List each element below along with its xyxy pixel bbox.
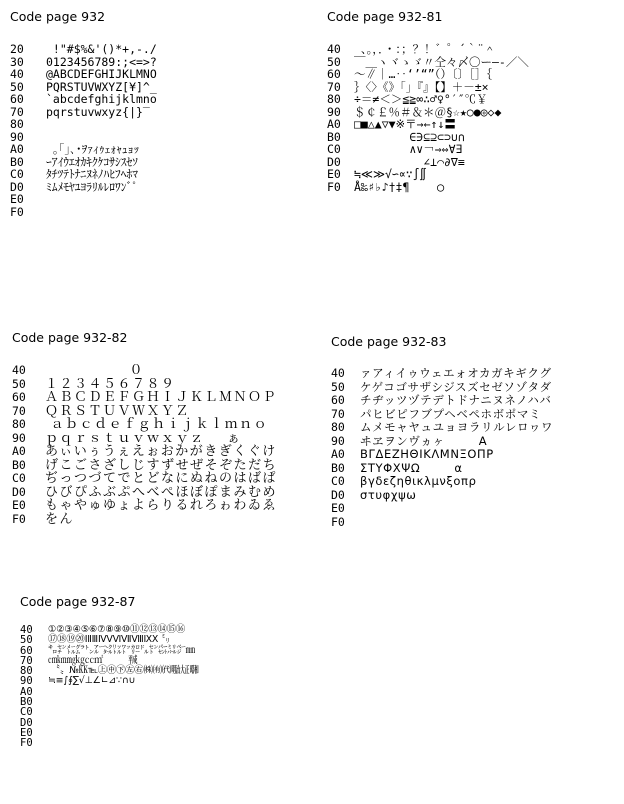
row-label: F0 <box>10 204 24 219</box>
section-title-932-83: Code page 932-83 <box>331 334 447 349</box>
row-chars: ＱＲＳＴＵＶＷＸＹＺ <box>45 403 191 419</box>
row-chars: 、。，．・：；？！゛゜´｀¨＾ <box>354 42 496 56</box>
row-label: A0 <box>331 447 345 461</box>
row-chars: `abcdefghijklmno <box>46 92 157 106</box>
row-label: D0 <box>331 487 345 502</box>
row-label: D0 <box>10 179 24 194</box>
row-chars: ﾀﾁﾂﾃﾄﾅﾆﾇﾈﾉﾊﾋﾌﾍﾎﾏ <box>46 167 138 181</box>
row-chars: ⑰⑱⑲⑳ⅠⅡⅢⅣⅤⅥⅦⅧⅨⅩ ㍉ <box>48 634 171 646</box>
row-label: 60 <box>327 67 341 81</box>
row-chars: !"#$%&'()*+,-./ <box>46 42 157 56</box>
row-chars: げこごさざしじすずせぜそぞただち <box>45 457 278 473</box>
row-chars: ∠⊥⌒∂∇≡ <box>354 154 465 169</box>
row-chars: ≒≪≫√∽∝∵∫∬ <box>354 167 427 181</box>
row-label: D0 <box>327 154 341 169</box>
row-label: 50 <box>12 376 26 391</box>
row-chars: ΣΤΥΦΧΨΩ α <box>360 460 463 475</box>
row-label: 50 <box>10 79 24 94</box>
row-chars: βγδεζηθικλμνξοπρ <box>360 474 477 488</box>
row-label: 70 <box>20 654 33 667</box>
row-label: 80 <box>12 417 26 431</box>
row-chars: □■△▲▽▼※〒→←↑↓〓 <box>354 117 456 131</box>
row-chars: ｝〈〉《》「」『』【】＋－±× <box>354 79 489 94</box>
row-chars: をん <box>45 511 75 527</box>
section-title-932-81: Code page 932-81 <box>327 9 443 24</box>
row-label: F0 <box>327 179 341 194</box>
row-label: B0 <box>20 696 33 709</box>
row-chars: １２３４５６７８９ <box>45 376 176 392</box>
row-label: D0 <box>12 484 26 499</box>
row-chars: ＄￠￡％＃＆＊＠§☆★○●◎◇◆ <box>354 104 502 119</box>
row-label: 60 <box>331 393 345 407</box>
row-label: 80 <box>327 92 341 106</box>
row-label: 90 <box>331 433 345 448</box>
row-label: 40 <box>12 363 26 377</box>
row-label: C0 <box>331 474 345 488</box>
section-title-932-82: Code page 932-82 <box>12 330 128 345</box>
row-label: E0 <box>10 192 24 206</box>
row-chars: pqrstuvwxyz{|}‾ <box>46 104 150 119</box>
row-label: 90 <box>327 104 341 119</box>
row-chars: ムメモャヤュユョヨラリルレロヮワ <box>360 420 554 434</box>
row-label: 50 <box>20 634 33 647</box>
row-label: 40 <box>331 366 345 380</box>
row-chars: ﾐﾑﾒﾓﾔﾕﾖﾗﾘﾙﾚﾛﾜﾝﾞﾟ <box>46 179 138 194</box>
row-chars: ｰｱｲｳｴｵｶｷｸｹｺｻｼｽｾｿ <box>46 154 138 169</box>
row-label: D0 <box>20 716 33 729</box>
row-label: E0 <box>12 498 26 512</box>
row-chars: ＡＢＣＤＥＦＧＨＩＪＫＬＭＮＯＰ <box>45 390 278 405</box>
row-chars: ぢっつづてでとどなにぬねのはばぱ <box>45 471 278 486</box>
row-label: 50 <box>331 379 345 394</box>
row-chars: 0123456789:;<=>? <box>46 54 157 69</box>
row-chars: PQRSTUVWXYZ[¥]^_ <box>46 79 157 94</box>
row-chars: ヰヱヲンヴヵヶ Α <box>360 433 488 448</box>
row-label: B0 <box>327 129 341 144</box>
row-label: 60 <box>12 390 26 404</box>
row-label: 40 <box>20 624 33 636</box>
row-chars: あぃいぅうぇえぉおかがきぎくぐけ <box>45 444 277 459</box>
row-label: 70 <box>12 403 26 418</box>
row-label: 90 <box>20 675 33 688</box>
row-chars: ケゲコゴサザシジスズセゼソゾタダ <box>360 379 552 394</box>
row-chars: もゃやゅゆょよらりるれろゎわゐゑ <box>45 498 277 513</box>
row-label: B0 <box>12 457 26 472</box>
row-label: 30 <box>10 54 24 69</box>
row-chars: Å‰♯♭♪†‡¶ ◯ <box>354 179 445 194</box>
row-label: B0 <box>331 460 345 475</box>
row-label: 80 <box>331 420 345 434</box>
row-label: 50 <box>327 54 341 69</box>
row-label: 70 <box>10 104 24 119</box>
row-chars: ￣＿ヽヾゝゞ〃仝々〆〇ー―‐／＼ <box>354 54 529 69</box>
row-label: 70 <box>331 406 345 421</box>
row-label: E0 <box>331 501 345 515</box>
row-chars: ァアィイゥウェエォオカガキギクグ <box>360 366 552 380</box>
row-chars: ∈∋⊆⊇⊂⊃∪∩ <box>354 129 465 144</box>
row-label: B0 <box>10 154 24 169</box>
row-chars: @ABCDEFGHIJKLMNO <box>46 67 157 81</box>
row-chars: ≒≡∫∮∑√⊥∠∟⊿∵∩∪ <box>48 675 136 687</box>
row-chars: ㌔㌢㍍㌘㌧㌃㌶㍑㍗㌍㌦㌣㌫㍊㌻㎜ <box>48 644 195 656</box>
row-chars: ａｂｃｄｅｆｇｈｉｊｋｌｍｎｏ <box>45 417 269 432</box>
row-label: 20 <box>10 42 24 56</box>
row-chars: ÷＝≠＜＞≦≧∞∴♂♀°′″℃￥ <box>354 92 488 106</box>
row-label: 70 <box>327 79 341 94</box>
row-label: A0 <box>12 444 26 458</box>
row-label: A0 <box>327 117 341 131</box>
row-label: 60 <box>10 92 24 106</box>
row-label: F0 <box>20 737 33 750</box>
row-chars: 〝〟№㏍℡㊤㊥㊦㊧㊨㈱㈲㈹㍾㍽㍼ <box>48 665 199 677</box>
row-label: C0 <box>12 471 26 485</box>
row-label: 80 <box>20 665 33 678</box>
section-title-932-87: Code page 932-87 <box>20 594 136 609</box>
row-label: 40 <box>10 67 24 81</box>
row-label: 60 <box>20 644 33 657</box>
row-chars: ∧∨￢⇒⇔∀∃ <box>354 142 463 156</box>
row-label: 40 <box>327 42 341 56</box>
row-label: 90 <box>10 129 24 144</box>
row-chars: チヂッツヅテデトドナニヌネノハバ <box>360 393 552 407</box>
row-label: F0 <box>331 514 345 529</box>
row-chars: パヒビピフブプヘベペホボポマミ <box>360 406 542 421</box>
row-chars: ①②③④⑤⑥⑦⑧⑨⑩⑪⑫⑬⑭⑮⑯ <box>48 624 186 635</box>
row-label: F0 <box>12 511 26 526</box>
row-chars: ｐｑｒｓｔｕｖｗｘｙｚ ぁ <box>45 430 242 446</box>
row-label: C0 <box>20 706 33 719</box>
row-label: E0 <box>20 726 33 739</box>
row-label: C0 <box>10 167 24 181</box>
row-label: C0 <box>327 142 341 156</box>
row-chars: ０ <box>45 363 144 378</box>
row-chars: ΒΓΔΕΖΗΘΙΚΛΜΝΞΟΠΡ <box>360 447 494 461</box>
row-chars: ひびぴふぶぷへべぺほぼぽまみむめ <box>45 484 278 500</box>
row-label: A0 <box>10 142 24 156</box>
row-chars: ～∥｜…‥‘’“”（）〔〕［］｛ <box>354 67 493 81</box>
row-chars: ㎝㎞㎎㎏㏄㎡ ㍻ <box>48 654 138 666</box>
row-chars: ｡｢｣､･ｦｧｨｩｪｫｬｭｮｯ <box>46 142 140 156</box>
row-label: 80 <box>10 117 24 131</box>
row-label: E0 <box>327 167 341 181</box>
row-chars: στυφχψω <box>360 487 417 502</box>
section-title-932: Code page 932 <box>10 9 106 24</box>
row-label: A0 <box>20 685 33 698</box>
row-label: 90 <box>12 430 26 445</box>
